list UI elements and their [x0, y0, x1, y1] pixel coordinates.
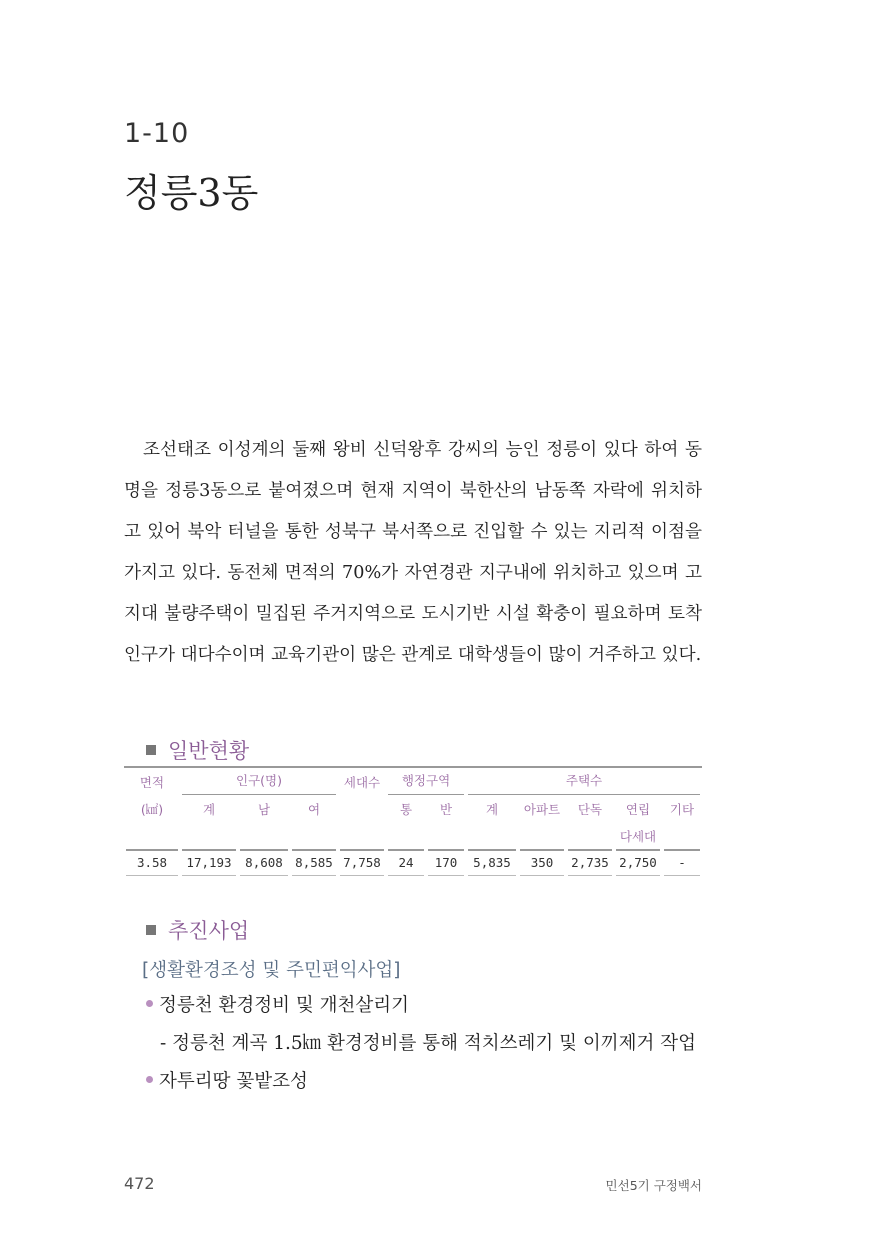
dot-bullet-icon	[146, 1000, 153, 1007]
pop-total-value: 17,193	[182, 849, 236, 876]
area-header: 면적	[124, 766, 180, 795]
general-status-heading	[146, 735, 249, 765]
area-unit: (㎢)	[140, 801, 164, 817]
ban-value: 170	[428, 849, 464, 876]
row-house-header: 연립	[625, 801, 651, 817]
book-title: 민선5기 구정백서	[605, 1178, 702, 1193]
households-header: 세대수	[338, 766, 386, 795]
square-bullet-icon	[146, 745, 156, 755]
apartment-header: 아파트	[523, 801, 561, 817]
detached-header: 단독	[577, 801, 603, 817]
housing-total-value: 5,835	[468, 849, 516, 876]
pop-female-value: 8,585	[292, 849, 336, 876]
tong-header: 통	[399, 801, 413, 817]
multi-family-header: 다세대	[619, 828, 657, 844]
general-status-table	[124, 766, 702, 876]
projects-heading	[146, 915, 249, 945]
housing-header: 주택수	[468, 768, 700, 795]
project-item-1	[146, 991, 409, 1017]
projects-heading-text: 추진사업	[168, 919, 250, 943]
apartment-value: 350	[520, 849, 564, 876]
households-value: 7,758	[340, 849, 384, 876]
project-item-1-detail: - 정릉천 계곡 1.5㎞ 환경정비를 통해 적치쓰레기 및 이끼제거 작업	[160, 1033, 697, 1054]
pop-male-header: 남	[257, 801, 271, 817]
project-category: [생활환경조성 및 주민편익사업]	[142, 960, 401, 981]
project-item-2-text: 자투리땅 꽃밭조성	[159, 1071, 308, 1092]
general-status-heading-text: 일반현황	[168, 739, 250, 763]
project-item-1-text: 정릉천 환경정비 및 개천살리기	[159, 995, 409, 1016]
other-value: -	[664, 849, 700, 876]
admin-header: 행정구역	[388, 768, 464, 795]
square-bullet-icon	[146, 925, 156, 935]
dot-bullet-icon	[146, 1076, 153, 1083]
population-header: 인구(명)	[182, 768, 336, 795]
intro-paragraph: 조선태조 이성계의 둘째 왕비 신덕왕후 강씨의 능인 정릉이 있다 하여 동명을 정릉3동으로 붙여졌으며 현재 지역이 북한산의 남동쪽 자락에 위치하고 있어 북악 터널을 통한 성북구 북서쪽으로 진입할 수 있는 지리적 이점을 가지고 있다. 동전체 면적의 70%가 자연경관 지구내에 위치하고 있으며 고지대 불량주택이 밀집된 주거지역으로 도시기반 시설 확충이 필요하며 토착 인구가 대다수이며 교육기관이 많은 관계로 대학생들이 많이 거주하고 있다.	[124, 440, 702, 665]
pop-male-value: 8,608	[240, 849, 288, 876]
project-item-2	[146, 1067, 308, 1093]
pop-total-header: 계	[202, 801, 216, 817]
detached-value: 2,735	[568, 849, 612, 876]
area-value: 3.58	[126, 849, 178, 876]
other-header: 기타	[669, 801, 695, 817]
pop-female-header: 여	[307, 801, 321, 817]
tong-value: 24	[388, 849, 424, 876]
ban-header: 반	[439, 801, 453, 817]
chapter-title: 정릉3동	[124, 171, 259, 215]
housing-total-header: 계	[485, 801, 499, 817]
chapter-number: 1-10	[124, 118, 190, 149]
page-number: 472	[124, 1174, 155, 1193]
row-multi-value: 2,750	[616, 849, 660, 876]
